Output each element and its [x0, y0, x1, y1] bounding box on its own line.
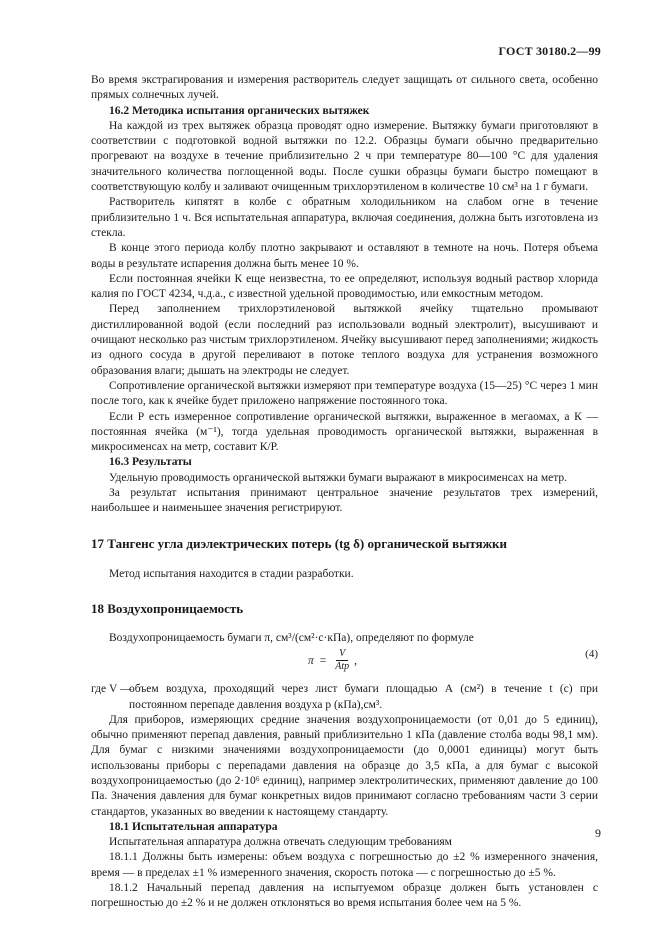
section-heading-18-1: 18.1 Испытательная аппаратура	[109, 820, 278, 833]
document-header: ГОСТ 30180.2—99	[498, 44, 601, 58]
section-heading-17: 17 Тангенс угла диэлектрических потерь (tg δ) органической вытяжки	[91, 535, 508, 551]
paragraph: Растворитель кипятят в колбе с обратным холодильником на слабом огне в течение приблизительно 1 ч. Вся испытательная аппаратура, включая соединения, должна быть изготовлена из стекла.	[91, 196, 598, 239]
formula-trailing-comma: ,	[354, 654, 358, 667]
formula-denominator: Atp	[335, 661, 350, 673]
paragraph: За результат испытания принимают центральное значение результатов трех измерений, наибольшее и наименьшее значения регистрируют.	[91, 487, 598, 515]
page-number: 9	[595, 826, 601, 840]
formula-numerator: V	[336, 648, 348, 661]
formula-explanation	[91, 682, 598, 713]
formula-expression	[308, 648, 357, 673]
paragraph: Удельную проводимость органической вытяжки бумаги выражают в микросименсах на метр.	[109, 471, 568, 484]
formula-equals: =	[319, 654, 327, 667]
paragraph: 18.1.1 Должны быть измерены: объем воздуха с погрешностью до ±2 % измеренного значения, время — в пределах ±1 % измеренного значения, скорость потока — с погрешностью до ±5 %.	[91, 851, 598, 879]
paragraph: Для приборов, измеряющих средние значения воздухопроницаемости (от 0,01 до 5 единиц), обычно применяют перепад давления, равный приблизительно 1 кПа (давление столба воды 98,1 мм). Для бумаг с низкими значениями воздухопроницаемости (до 0,0001 единицы) могут быть использованы приборы с перепадами давления на образце до 3,5 кПа, а для бумаг с высокой воздухопроницаемостью (до 2·10⁶ единиц), например электролитических, применяют давление до 100 Па. Значения давления для бумаг конкретных видов принимают согласно требованиям части 3 серии стандартов, указанных во введении к настоящему стандарту.	[91, 713, 598, 818]
paragraph: Воздухопроницаемость бумаги π, см³/(см²·с·кПа), определяют по формуле	[109, 631, 474, 644]
section-heading-16-3: 16.3 Результаты	[109, 456, 192, 469]
formula-4	[91, 648, 598, 678]
paragraph: Если Р есть измеренное сопротивление органической вытяжки, выраженное в мегаомах, а К — постоянная ячейка (м⁻¹), тогда удельная проводимость органической вытяжки, выраженная в микросименсах на метр, составит К/Р.	[91, 410, 598, 454]
formula-fraction	[332, 648, 352, 673]
document-body	[91, 73, 598, 912]
paragraph: Сопротивление органической вытяжки измеряют при температуре воздуха (15—25) °С через 1 мин после того, как к ячейке будет приложено напряжение постоянного тока.	[91, 379, 598, 408]
paragraph: Перед заполнением трихлорэтиленовой вытяжкой ячейку тщательно промывают дистиллированной водой (если последний раз использовали водный электролит), высушивают и очищают несколько раз чистым трихлорэтиленом. Ячейку высушивают перед заполнениями; жидкость из одного сосуда в другой переливают в потоке теплого воздуха для устранения возможного образования влаги; дышать на электроды не следует.	[91, 303, 598, 377]
formula-explanation-text: объем воздуха, проходящий через лист бумаги площадью А (см²) в течение t (с) при постоянном перепаде давления воздуха р (кПа),см³.	[129, 683, 598, 711]
paragraph: Метод испытания находится в стадии разработки.	[109, 567, 354, 580]
paragraph: Испытательная аппаратура должна отвечать следующим требованиям	[109, 836, 452, 849]
formula-lhs: π	[308, 654, 314, 667]
formula-explanation-label: где V —	[91, 683, 132, 696]
paragraph: В конце этого периода колбу плотно закрывают и оставляют в темноте на ночь. Потеря объема воды в результате испарения должна быть менее 10 %.	[91, 242, 598, 270]
section-heading-18: 18 Воздухопроницаемость	[91, 600, 244, 616]
paragraph: 18.1.2 Начальный перепад давления на испытуемом образце должен быть установлен с погрешностью до ±2 % и не должен отклоняться во время испытания более чем на 5 %.	[91, 882, 598, 910]
paragraph: Если постоянная ячейки К еще неизвестна, то ее определяют, используя водный раствор хлорида калия по ГОСТ 4234, ч.д.а., с известной удельной проводимостью, или емкостным методом.	[91, 272, 598, 301]
section-heading-16-2: 16.2 Методика испытания органических вытяжек	[109, 104, 370, 117]
paragraph	[91, 73, 598, 104]
paragraph: На каждой из трех вытяжек образца проводят одно измерение. Вытяжку бумаги приготовляют в соответствии с подготовкой водной вытяжки по 12.2. Образцы бумаги обычно предварительно прогревают на воздухе в течение приблизительно 2 ч при температуре 80—100 °С для удаления значительного количества поглощенной воды. После сушки образцы бумаги быстро помещают в соответствующую колбу и заливают очищенным трихлорэтиленом в количестве 10 см³ на 1 г бумаги.	[91, 119, 598, 194]
paragraph-text: Во время экстрагирования и измерения растворитель следует защищать от сильного света, особенно прямых солнечных лучей.	[91, 74, 598, 102]
formula-number: (4)	[585, 648, 598, 661]
